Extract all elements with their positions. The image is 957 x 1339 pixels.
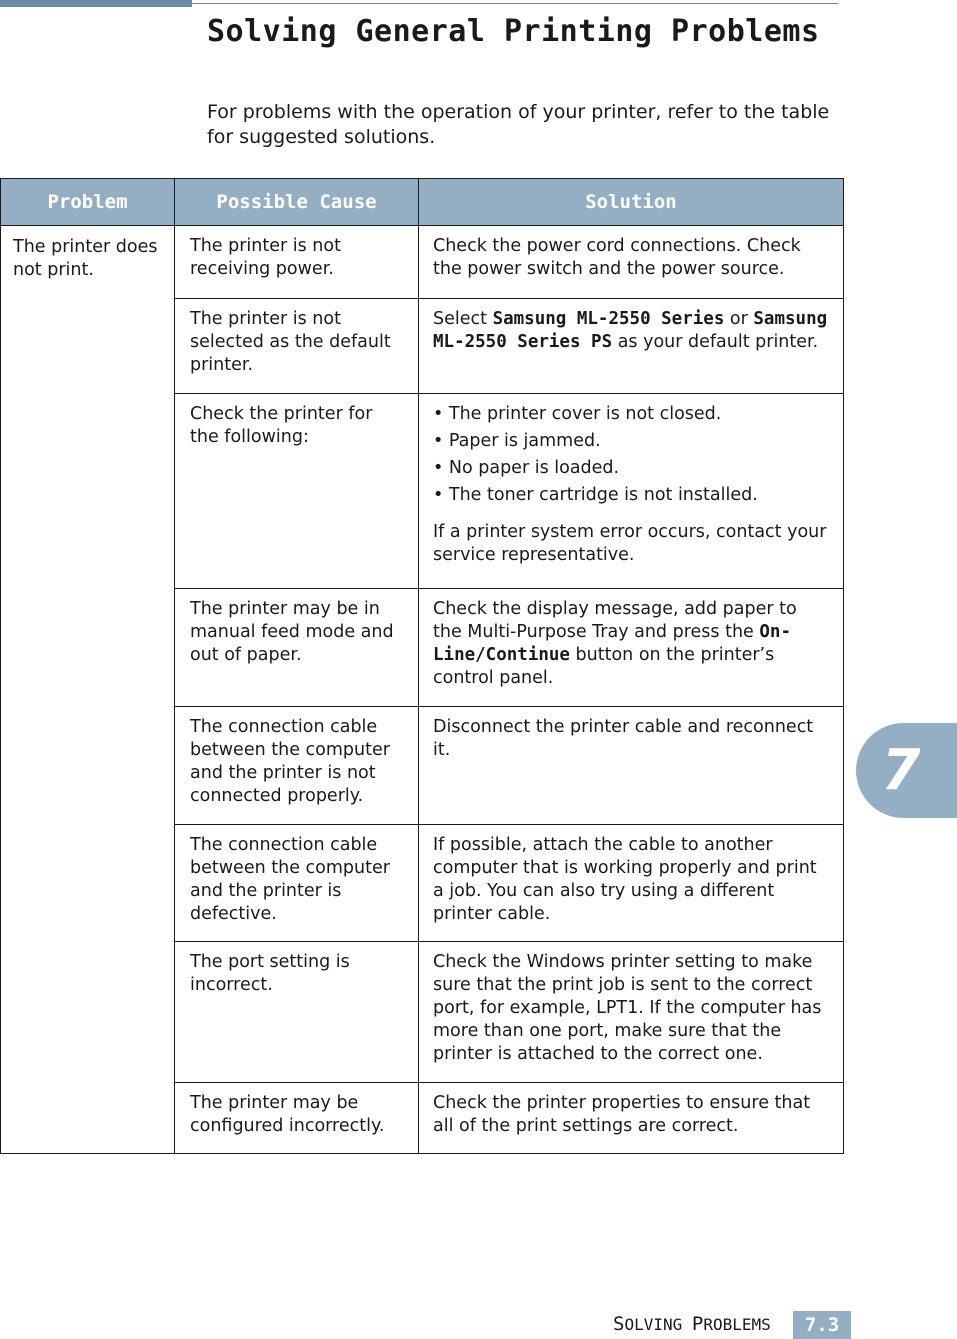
header-rule: [192, 3, 838, 4]
list-item: • The printer cover is not closed.: [433, 404, 722, 424]
button-name: On-Line/Continue: [433, 622, 791, 665]
page-number: 7.3: [793, 1311, 851, 1339]
cause-cell: The port setting is incorrect.: [175, 942, 419, 1083]
footer-initial: S: [613, 1313, 625, 1335]
chapter-tab: [856, 723, 957, 818]
table-header-row: [1, 179, 844, 226]
page-title: Solving General Printing Problems: [207, 14, 820, 49]
solution-text: or: [724, 309, 754, 329]
product-name: Samsung ML-2550 Series: [492, 309, 725, 329]
list-item: • No paper is loaded.: [433, 458, 620, 478]
cause-cell: Check the printer for the following:: [175, 394, 419, 589]
solution-cell: Disconnect the printer cable and reconnect it.: [419, 707, 844, 825]
cause-cell: The printer is not receiving power.: [175, 226, 419, 299]
product-name-ps: Samsung ML-2550 Series PS: [433, 309, 828, 352]
cause-cell: The printer is not selected as the default printer.: [175, 299, 419, 394]
list-item: • Paper is jammed.: [433, 431, 601, 451]
table-row: [1, 226, 844, 299]
header-accent-bar: [0, 0, 192, 7]
solution-cell: Check the printer properties to ensure that all of the print settings are correct.: [419, 1083, 844, 1154]
solution-text: button on the printer’s control panel.: [433, 645, 775, 688]
cause-cell: The connection cable between the computer and the printer is not connected properly.: [175, 707, 419, 825]
problem-cell: The printer does not print.: [1, 226, 175, 1154]
solution-text: Check the display message, add paper to the Multi-Purpose Tray and press the: [433, 599, 797, 642]
chapter-number: 7: [881, 738, 921, 803]
footer-initial: P: [691, 1313, 704, 1335]
column-header-possible-cause: Possible Cause: [175, 179, 419, 226]
footer-word: ROBLEMS: [703, 1315, 771, 1334]
footer-section-label: [613, 1313, 771, 1335]
cause-cell: The printer may be configured incorrectly.: [175, 1083, 419, 1154]
troubleshooting-table: [0, 178, 844, 1154]
solution-text: Select: [433, 309, 493, 329]
checklist: [433, 403, 829, 507]
footer-word: OLVING: [624, 1315, 692, 1334]
intro-paragraph: For problems with the operation of your printer, refer to the table for suggested solutions.: [207, 101, 830, 148]
column-header-problem: Problem: [1, 179, 175, 226]
solution-cell: [419, 589, 844, 707]
column-header-solution: Solution: [419, 179, 844, 226]
cause-cell: The printer may be in manual feed mode and out of paper.: [175, 589, 419, 707]
list-item: • The toner cartridge is not installed.: [433, 485, 758, 505]
solution-cell: If possible, attach the cable to another computer that is working properly and print a job. You can also try using a different printer cable.: [419, 825, 844, 942]
solution-cell: [419, 299, 844, 394]
solution-text: as your default printer.: [612, 332, 819, 352]
service-note: If a printer system error occurs, contact your service representative.: [433, 522, 827, 565]
solution-cell: Check the Windows printer setting to make sure that the print job is sent to the correct port, for example, LPT1. If the computer has more than one port, make sure that the printer is attached to the correct one.: [419, 942, 844, 1083]
cause-cell: The connection cable between the computer and the printer is defective.: [175, 825, 419, 942]
solution-cell: [419, 394, 844, 589]
solution-cell: Check the power cord connections. Check the power switch and the power source.: [419, 226, 844, 299]
